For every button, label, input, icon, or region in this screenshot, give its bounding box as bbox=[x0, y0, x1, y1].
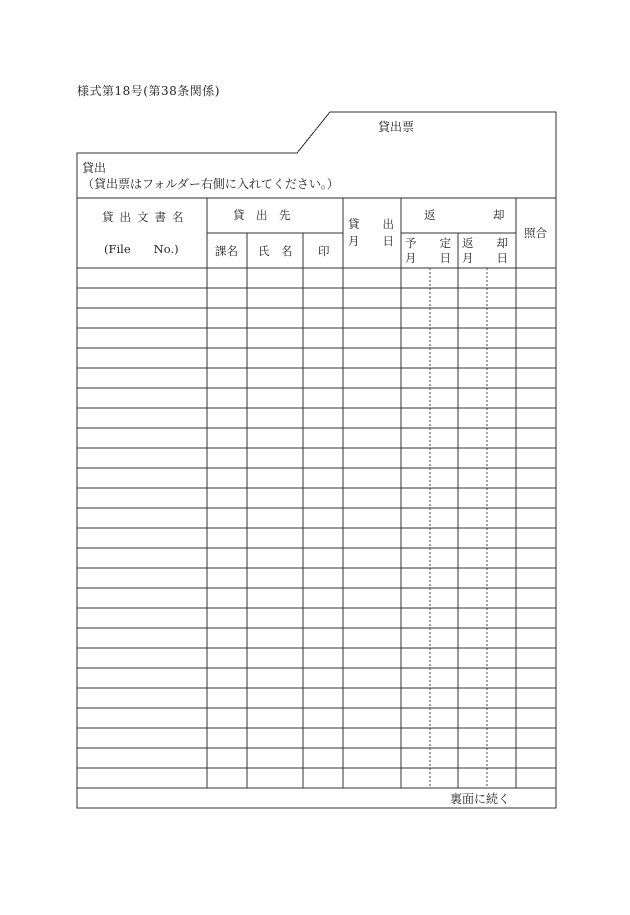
table-row bbox=[77, 268, 556, 288]
table-row bbox=[77, 308, 556, 328]
table-row bbox=[77, 768, 556, 788]
header-file-no: (File No.) bbox=[104, 242, 179, 256]
header-scheduled-bottom: 月 日 bbox=[405, 251, 451, 265]
table-row bbox=[77, 508, 556, 528]
table-row bbox=[77, 528, 556, 548]
header-scheduled-top: 予 定 bbox=[405, 236, 451, 250]
header-borrower-division: 課名 bbox=[215, 244, 238, 258]
table-row bbox=[77, 708, 556, 728]
table-row bbox=[77, 288, 556, 308]
table-row bbox=[77, 328, 556, 348]
header-borrower-name: 氏 名 bbox=[258, 244, 293, 258]
header-lend-date-bottom: 月 日 bbox=[348, 234, 394, 248]
table-row bbox=[77, 428, 556, 448]
table-row bbox=[77, 648, 556, 668]
table-row bbox=[77, 588, 556, 608]
table-row bbox=[77, 688, 556, 708]
header-returned-bottom: 月 日 bbox=[462, 251, 508, 265]
form-number: 様式第18号(第38条関係) bbox=[77, 84, 220, 98]
table-row bbox=[77, 608, 556, 628]
header-return: 返 却 bbox=[424, 208, 505, 222]
table-row bbox=[77, 368, 556, 388]
table-row bbox=[77, 728, 556, 748]
table-row bbox=[77, 348, 556, 368]
table-row bbox=[77, 628, 556, 648]
lending-note: （貸出票はフォルダー右側に入れてください。） bbox=[82, 177, 339, 191]
table-row bbox=[77, 408, 556, 428]
table-row bbox=[77, 388, 556, 408]
table-row bbox=[77, 748, 556, 768]
header-borrower-seal: 印 bbox=[318, 244, 330, 258]
header-returned-top: 返 却 bbox=[462, 236, 508, 250]
continued-on-back: 裏面に続く bbox=[450, 792, 511, 806]
table-row bbox=[77, 448, 556, 468]
table-row bbox=[77, 568, 556, 588]
header-document-name: 貸出文書名 bbox=[102, 210, 190, 224]
table-row bbox=[77, 548, 556, 568]
table-row bbox=[77, 668, 556, 688]
table-row bbox=[77, 488, 556, 508]
header-lend-date-top: 貸 出 bbox=[348, 217, 394, 231]
table-row bbox=[77, 468, 556, 488]
ticket-title: 貸出票 bbox=[377, 120, 414, 134]
lending-label: 貸出 bbox=[82, 161, 107, 175]
header-verification: 照合 bbox=[524, 226, 547, 240]
header-borrower: 貸 出 先 bbox=[233, 208, 291, 222]
